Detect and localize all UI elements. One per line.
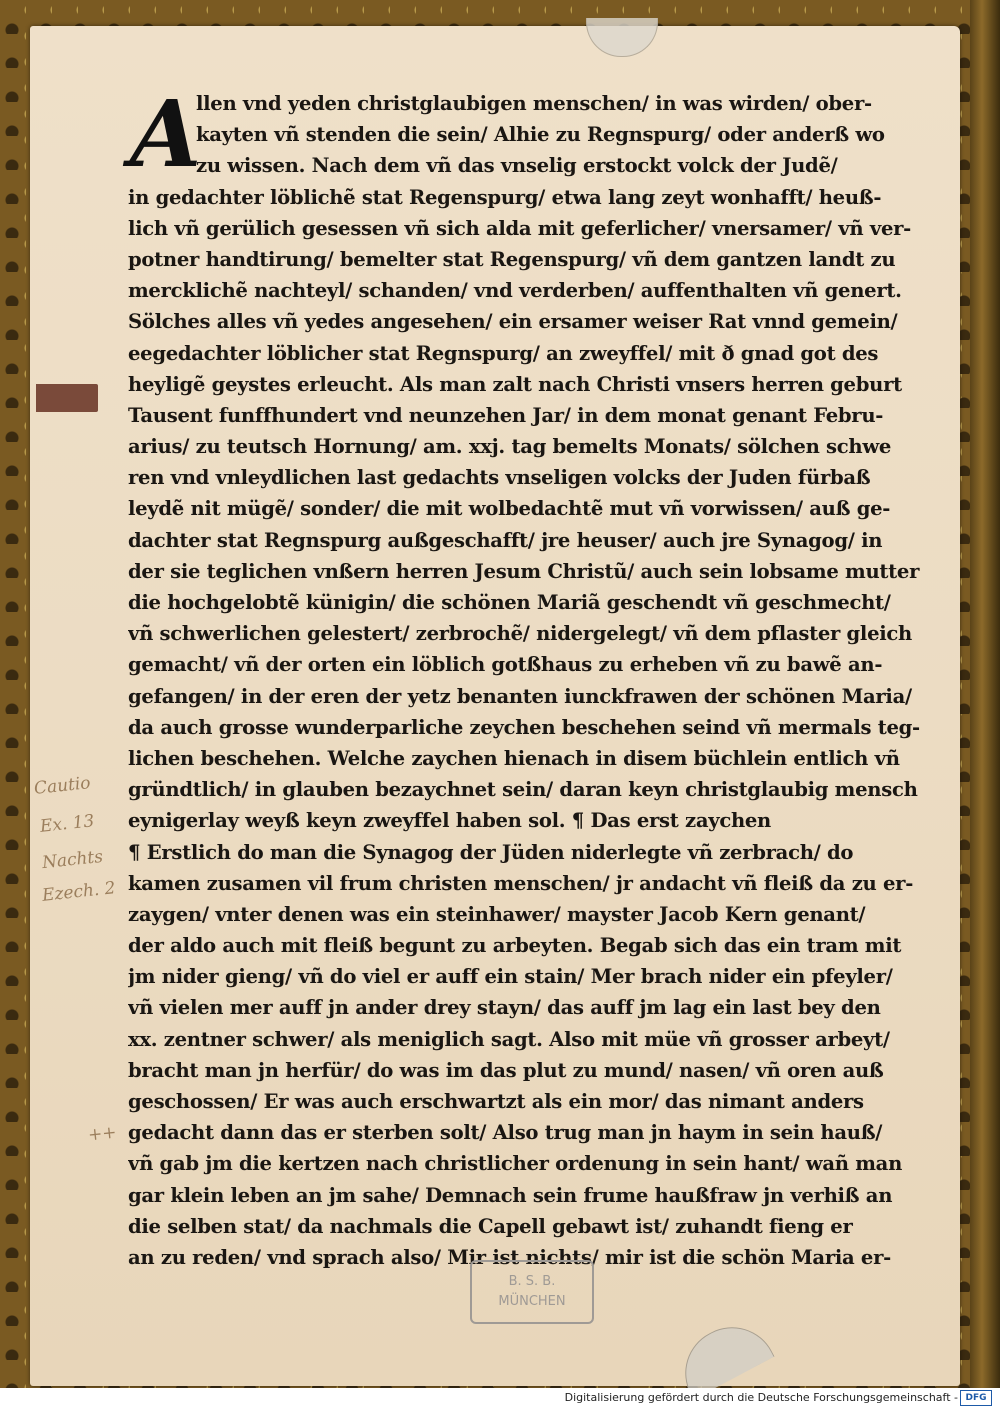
text-line: der aldo auch mit fleiß begunt zu arbeyten. Begab sich das ein tram mit bbox=[128, 934, 902, 958]
stamp-line: MÜNCHEN bbox=[498, 1294, 566, 1309]
decorated-initial: A bbox=[130, 80, 202, 188]
text-line: ren vnd vnleydlichen last gedachts vnseligen volcks der Juden fürbaß bbox=[128, 466, 871, 490]
text-line: gar klein leben an jm sahe/ Demnach sein frume haußfraw jn verhiß an bbox=[128, 1183, 893, 1207]
text-line: jm nider gieng/ vñ do viel er auff ein stain/ Mer brach nider ein pfeyler/ bbox=[128, 965, 893, 989]
text-line: der sie teglichen vnßern herren Jesum Christũ/ auch sein lobsame mutter bbox=[128, 559, 920, 583]
book-cover-edge bbox=[970, 0, 1000, 1388]
text-line: zaygen/ vnter denen was ein steinhawer/ mayster Jacob Kern genant/ bbox=[128, 902, 866, 926]
text-line: lichen beschehen. Welche zaychen hienach in disem büchlein entlich vñ bbox=[128, 746, 900, 770]
text-line: die hochgelobtẽ künigin/ die schönen Mariã geschendt vñ geschmecht/ bbox=[128, 591, 891, 614]
text-line: llen vnd yeden christglaubigen menschen/ in was wirden/ ober- bbox=[196, 92, 872, 115]
text-line: zu wissen. Nach dem vñ das vnselig erstockt volck der Judẽ/ bbox=[196, 154, 838, 178]
text-line: bracht man jn herfür/ do was im das plut zu mund/ nasen/ vñ oren auß bbox=[128, 1058, 884, 1082]
margin-note: ++ bbox=[87, 1122, 118, 1146]
text-line: vñ gab jm die kertzen nach christlicher ordenung in sein hant/ wañ man bbox=[128, 1152, 903, 1176]
text-line: potner handtirung/ bemelter stat Regenspurg/ vñ dem gantzen landt zu bbox=[128, 247, 896, 271]
text-line: gefangen/ in der eren der yetz benanten iunckfrawen der schönen Maria/ bbox=[128, 684, 912, 708]
stamp-line: B. S. B. bbox=[508, 1274, 556, 1289]
funding-notice: Digitalisierung gefördert durch die Deutsche Forschungsgemeinschaft - bbox=[564, 1391, 958, 1404]
text-line: vñ schwerlichen gelestert/ zerbrochẽ/ nidergelegt/ vñ dem pflaster gleich bbox=[128, 622, 912, 646]
text-line: ¶ Erstlich do man die Synagog der Jüden niderlegte vñ zerbrach/ do bbox=[128, 840, 854, 864]
bookmark-tab bbox=[36, 384, 98, 412]
text-line: in gedachter löblichẽ stat Regenspurg/ etwa lang zeyt wonhafft/ heuß- bbox=[128, 185, 882, 209]
text-line: gedacht dann das er sterben solt/ Also trug man jn haym in sein hauß/ bbox=[128, 1121, 883, 1145]
text-line: eegedachter löblicher stat Regnspurg/ an zweyffel/ mit ð gnad got des bbox=[128, 341, 879, 365]
text-line: Tausent funffhundert vnd neunzehen Jar/ in dem monat genant Febru- bbox=[128, 403, 884, 427]
text-line: eynigerlay weyß keyn zweyffel haben sol. ¶ Das erst zaychen bbox=[128, 809, 772, 833]
text-line: kamen zusamen vil frum christen menschen/ jr andacht vñ fleiß da zu er- bbox=[128, 871, 914, 895]
text-line: xx. zentner schwer/ als meniglich sagt. Also mit müe vñ grosser arbeyt/ bbox=[128, 1027, 890, 1051]
text-line: kayten vñ stenden die sein/ Alhie zu Regnspurg/ oder anderß wo bbox=[196, 123, 885, 147]
margin-note: Nachts bbox=[41, 846, 104, 874]
text-line: vñ vielen mer auff jn ander drey stayn/ das auff jm lag ein last bey den bbox=[128, 996, 881, 1020]
margin-note: Ex. 13 bbox=[39, 811, 96, 837]
margin-note: Ezech. 2 bbox=[41, 878, 117, 906]
text-line: lich vñ gerülich gesessen vñ sich alda mit geferlicher/ vnersamer/ vñ ver- bbox=[128, 216, 911, 240]
text-line: arius/ zu teutsch Hornung/ am. xxj. tag bemelts Monats/ sölchen schwe bbox=[128, 435, 892, 459]
text-line: geschossen/ Er was auch erschwartzt als ein mor/ das nimant anders bbox=[128, 1090, 864, 1113]
text-line: mercklichẽ nachteyl/ schanden/ vnd verderben/ auffenthalten vñ genert. bbox=[128, 279, 902, 303]
text-line: da auch grosse wunderparliche zeychen beschehen seind vñ mermals teg- bbox=[128, 715, 920, 739]
text-line: leydẽ nit mügẽ/ sonder/ die mit wolbedachtẽ mut vñ vorwissen/ auß ge- bbox=[128, 497, 891, 521]
text-line: gründtlich/ in glauben bezaychnet sein/ daran keyn christglaubig mensch bbox=[128, 778, 918, 802]
text-line: Sölches alles vñ yedes angesehen/ ein ersamer weiser Rat vnnd gemein/ bbox=[128, 310, 898, 334]
footer-bar bbox=[0, 1388, 1000, 1407]
text-line: gemacht/ vñ der orten ein löblich gotßhaus zu erheben vñ zu bawẽ an- bbox=[128, 653, 883, 677]
library-stamp bbox=[470, 1260, 594, 1324]
body-text bbox=[128, 80, 928, 1273]
dfg-logo: DFG bbox=[960, 1390, 992, 1406]
text-line: heyligẽ geystes erleucht. Als man zalt nach Christi vnsers herren geburt bbox=[128, 372, 902, 396]
text-line: dachter stat Regnspurg außgeschafft/ jre heuser/ auch jre Synagog/ in bbox=[128, 528, 883, 552]
margin-note: Cautio bbox=[33, 773, 92, 799]
text-line: an zu reden/ vnd sprach also/ Mir ist nichts/ mir ist die schön Maria er- bbox=[128, 1245, 891, 1269]
text-line: die selben stat/ da nachmals die Capell gebawt ist/ zuhandt fieng er bbox=[128, 1214, 853, 1238]
